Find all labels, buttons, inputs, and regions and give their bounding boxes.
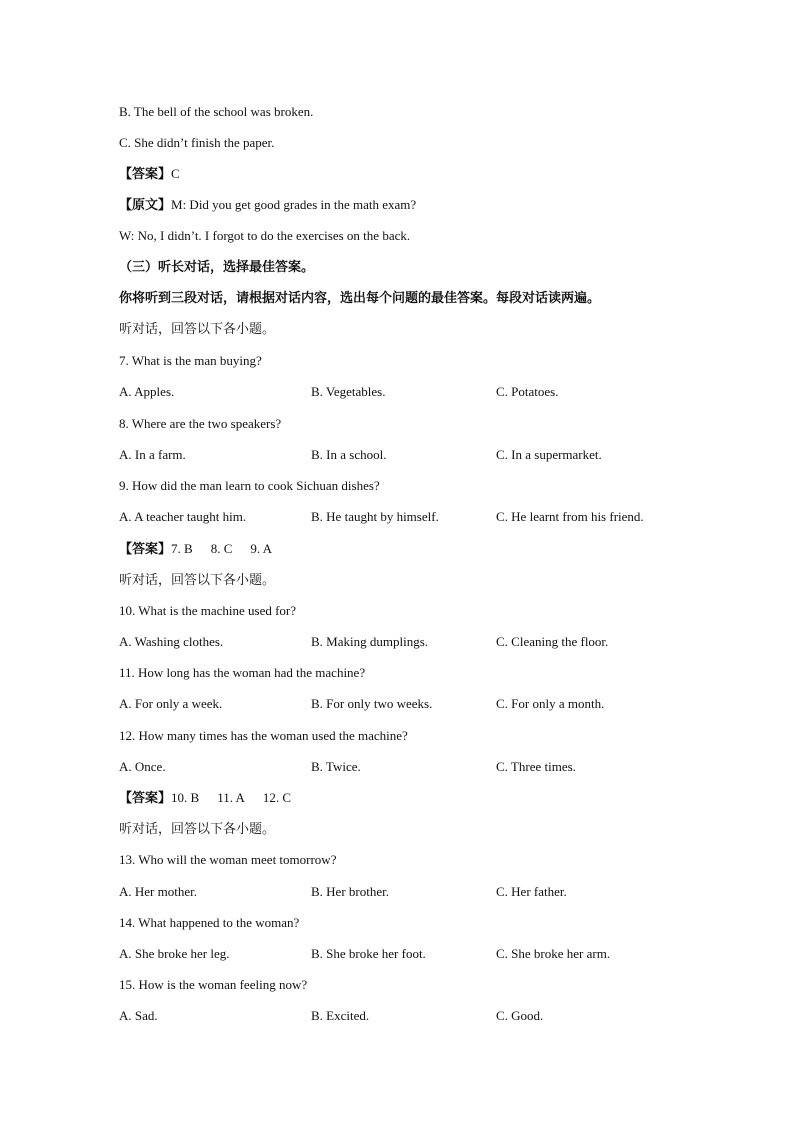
- question-7-stem: 7. What is the man buying?: [119, 353, 262, 368]
- question-13-option-a: A. Her mother.: [119, 884, 197, 899]
- question-8-option-c: C. In a supermarket.: [496, 447, 602, 462]
- answer-line: [119, 166, 180, 182]
- question-9-option-c: C. He learnt from his friend.: [496, 509, 644, 524]
- section-instructions: 你将听到三段对话，请根据对话内容，选出每个问题的最佳答案。每段对话读两遍。: [119, 290, 601, 305]
- question-8-stem: 8. Where are the two speakers?: [119, 416, 282, 431]
- question-15-option-a: A. Sad.: [119, 1008, 158, 1023]
- question-9-option-b: B. He taught by himself.: [311, 509, 439, 524]
- transcript-text: M: Did you get good grades in the math exam?: [171, 197, 417, 212]
- answer-key-1-v1: 7. B: [171, 541, 193, 556]
- question-10-option-c: C. Cleaning the floor.: [496, 634, 609, 649]
- question-12-option-b: B. Twice.: [311, 759, 361, 774]
- option-b-line: B. The bell of the school was broken.: [119, 104, 314, 119]
- question-9-stem: 9. How did the man learn to cook Sichuan dishes?: [119, 478, 380, 493]
- question-11-option-c: C. For only a month.: [496, 696, 605, 711]
- answer-key-2-v2: 11. A: [217, 790, 245, 805]
- transcript-reply: W: No, I didn’t. I forgot to do the exercises on the back.: [119, 228, 411, 243]
- question-15-stem: 15. How is the woman feeling now?: [119, 977, 308, 992]
- transcript-line: [119, 197, 416, 213]
- answer-key-2-v1: 10. B: [171, 790, 200, 805]
- answer-key-1-tag: 【答案】: [119, 541, 172, 556]
- listen-instruction-1: 听对话，回答以下各小题。: [119, 321, 276, 336]
- answer-tag: 【答案】: [119, 166, 172, 181]
- question-11-stem: 11. How long has the woman had the machine?: [119, 665, 366, 680]
- question-14-option-b: B. She broke her foot.: [311, 946, 426, 961]
- question-10-option-a: A. Washing clothes.: [119, 634, 224, 649]
- question-11-option-b: B. For only two weeks.: [311, 696, 433, 711]
- question-8-option-a: A. In a farm.: [119, 447, 186, 462]
- question-15-option-b: B. Excited.: [311, 1008, 370, 1023]
- listen-instruction-3: 听对话，回答以下各小题。: [119, 821, 276, 836]
- transcript-tag: 【原文】: [119, 197, 172, 212]
- listen-instruction-2: 听对话，回答以下各小题。: [119, 572, 276, 587]
- question-13-stem: 13. Who will the woman meet tomorrow?: [119, 852, 337, 867]
- question-10-stem: 10. What is the machine used for?: [119, 603, 297, 618]
- answer-key-1-v3: 9. A: [250, 541, 273, 556]
- question-14-option-c: C. She broke her arm.: [496, 946, 611, 961]
- question-7-option-c: C. Potatoes.: [496, 384, 559, 399]
- question-12-stem: 12. How many times has the woman used the machine?: [119, 728, 408, 743]
- section-title: （三）听长对话，选择最佳答案。: [119, 259, 315, 274]
- answer-key-1: [119, 541, 272, 557]
- question-12-option-c: C. Three times.: [496, 759, 576, 774]
- question-12-option-a: A. Once.: [119, 759, 166, 774]
- question-13-option-b: B. Her brother.: [311, 884, 389, 899]
- option-c-line: C. She didn’t finish the paper.: [119, 135, 275, 150]
- question-9-option-a: A. A teacher taught him.: [119, 509, 247, 524]
- answer-key-2: [119, 790, 291, 806]
- question-11-option-a: A. For only a week.: [119, 696, 223, 711]
- question-13-option-c: C. Her father.: [496, 884, 567, 899]
- question-8-option-b: B. In a school.: [311, 447, 387, 462]
- answer-value: C: [171, 166, 180, 181]
- answer-key-1-v2: 8. C: [210, 541, 233, 556]
- question-15-option-c: C. Good.: [496, 1008, 544, 1023]
- question-14-stem: 14. What happened to the woman?: [119, 915, 300, 930]
- question-7-option-b: B. Vegetables.: [311, 384, 386, 399]
- question-10-option-b: B. Making dumplings.: [311, 634, 429, 649]
- answer-key-2-tag: 【答案】: [119, 790, 172, 805]
- answer-key-2-v3: 12. C: [262, 790, 292, 805]
- question-14-option-a: A. She broke her leg.: [119, 946, 230, 961]
- question-7-option-a: A. Apples.: [119, 384, 175, 399]
